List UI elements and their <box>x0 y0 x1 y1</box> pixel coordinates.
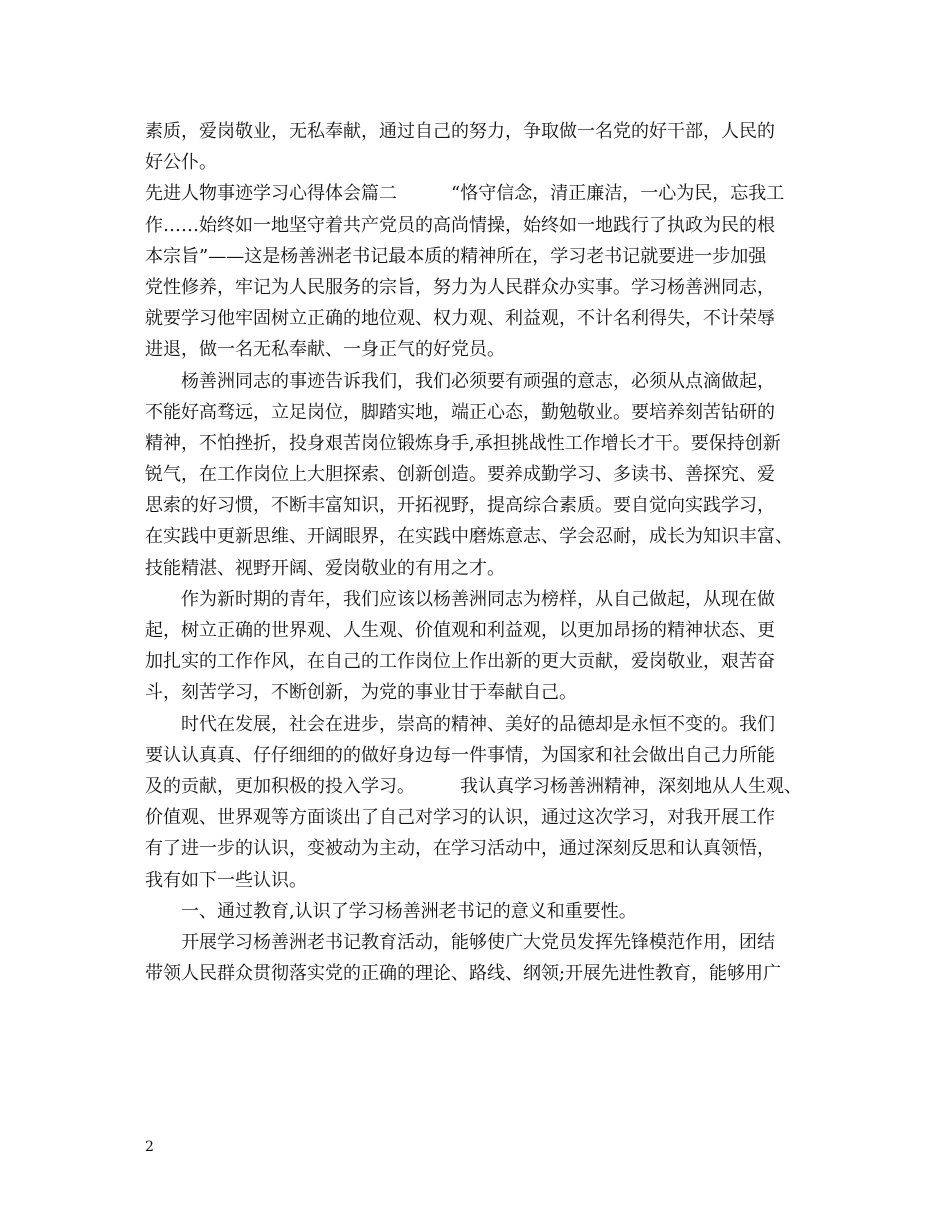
text-line: 加扎实的工作作风，在自己的工作岗位上作出新的更大贡献，爱岗敬业，艰苦奋 <box>145 651 775 673</box>
paragraph-first-line: 作为新时期的青年，我们应该以杨善洲同志为榜样，从自己做起，从现在做 <box>181 588 775 610</box>
section-heading-line: 先进人物事迹学习心得体会篇二 “恪守信念，清正廉洁，一心为民，忘我工 <box>145 183 785 205</box>
text-line: 锐气，在工作岗位上大胆探索、创新创造。要养成勤学习、多读书、善探究、爱 <box>145 464 775 486</box>
text-line: 好公仆。 <box>145 152 217 174</box>
text-line: 作……始终如一地坚守着共产党员的高尚情操，始终如一地践行了执政为民的根 <box>145 214 775 236</box>
paragraph-first-line: 杨善洲同志的事迹告诉我们，我们必须要有顽强的意志，必须从点滴做起， <box>181 370 775 392</box>
text-line: 带领人民群众贯彻落实党的正确的理论、路线、纲领;开展先进性教育，能够用广 <box>145 963 782 985</box>
paragraph-first-line: 开展学习杨善洲老书记教育活动，能够使广大党员发挥先锋模范作用，团结 <box>181 931 775 953</box>
text-line: 在实践中更新思维、开阔眼界，在实践中磨炼意志、学会忍耐，成长为知识丰富、 <box>145 526 793 548</box>
paragraph-first-line: 时代在发展，社会在进步，崇高的精神、美好的品德却是永恒不变的。我们 <box>181 713 775 735</box>
text-line: 技能精湛、视野开阔、爱岗敬业的有用之才。 <box>145 557 505 579</box>
text-line: 进退，做一名无私奉献、一身正气的好党员。 <box>145 339 505 361</box>
text-line: 思索的好习惯，不断丰富知识，开拓视野，提高综合素质。要自觉向实践学习， <box>145 495 775 517</box>
text-line: 党性修养，牢记为人民服务的宗旨，努力为人民群众办实事。学习杨善洲同志， <box>145 276 775 298</box>
text-line: 就要学习他牢固树立正确的地位观、权力观、利益观，不计名利得失，不计荣辱 <box>145 308 775 330</box>
text-line: 价值观、世界观等方面谈出了自己对学习的认识，通过这次学习，对我开展工作 <box>145 807 775 829</box>
text-line: 素质，爱岗敬业，无私奉献，通过自己的努力，争取做一名党的好干部，人民的 <box>145 121 775 142</box>
page-number: 2 <box>145 1139 154 1155</box>
section-heading-line: 一、通过教育,认识了学习杨善洲老书记的意义和重要性。 <box>181 900 637 922</box>
document-body <box>145 116 825 989</box>
text-line: 精神，不怕挫折，投身艰苦岗位锻炼身手,承担挑战性工作增长才干。要保持创新 <box>145 432 781 454</box>
text-line: 不能好高骛远，立足岗位，脚踏实地，端正心态，勤勉敬业。要培养刻苦钻研的 <box>145 401 775 423</box>
text-line: 有了进一步的认识，变被动为主动，在学习活动中，通过深刻反思和认真领悟， <box>145 838 775 860</box>
text-line: 要认认真真、仔仔细细的的做好身边每一件事情，为国家和社会做出自己力所能 <box>145 744 775 766</box>
text-line: 我有如下一些认识。 <box>145 869 307 891</box>
text-line: 本宗旨”——这是杨善洲老书记最本质的精神所在，学习老书记就要进一步加强 <box>145 245 767 267</box>
text-line: 及的贡献，更加积极的投入学习。 我认真学习杨善洲精神，深刻地从人生观、 <box>145 775 802 797</box>
text-line: 斗，刻苦学习，不断创新，为党的事业甘于奉献自己。 <box>145 682 577 704</box>
text-line: 起，树立正确的世界观、人生观、价值观和利益观，以更加昂扬的精神状态、更 <box>145 620 775 641</box>
